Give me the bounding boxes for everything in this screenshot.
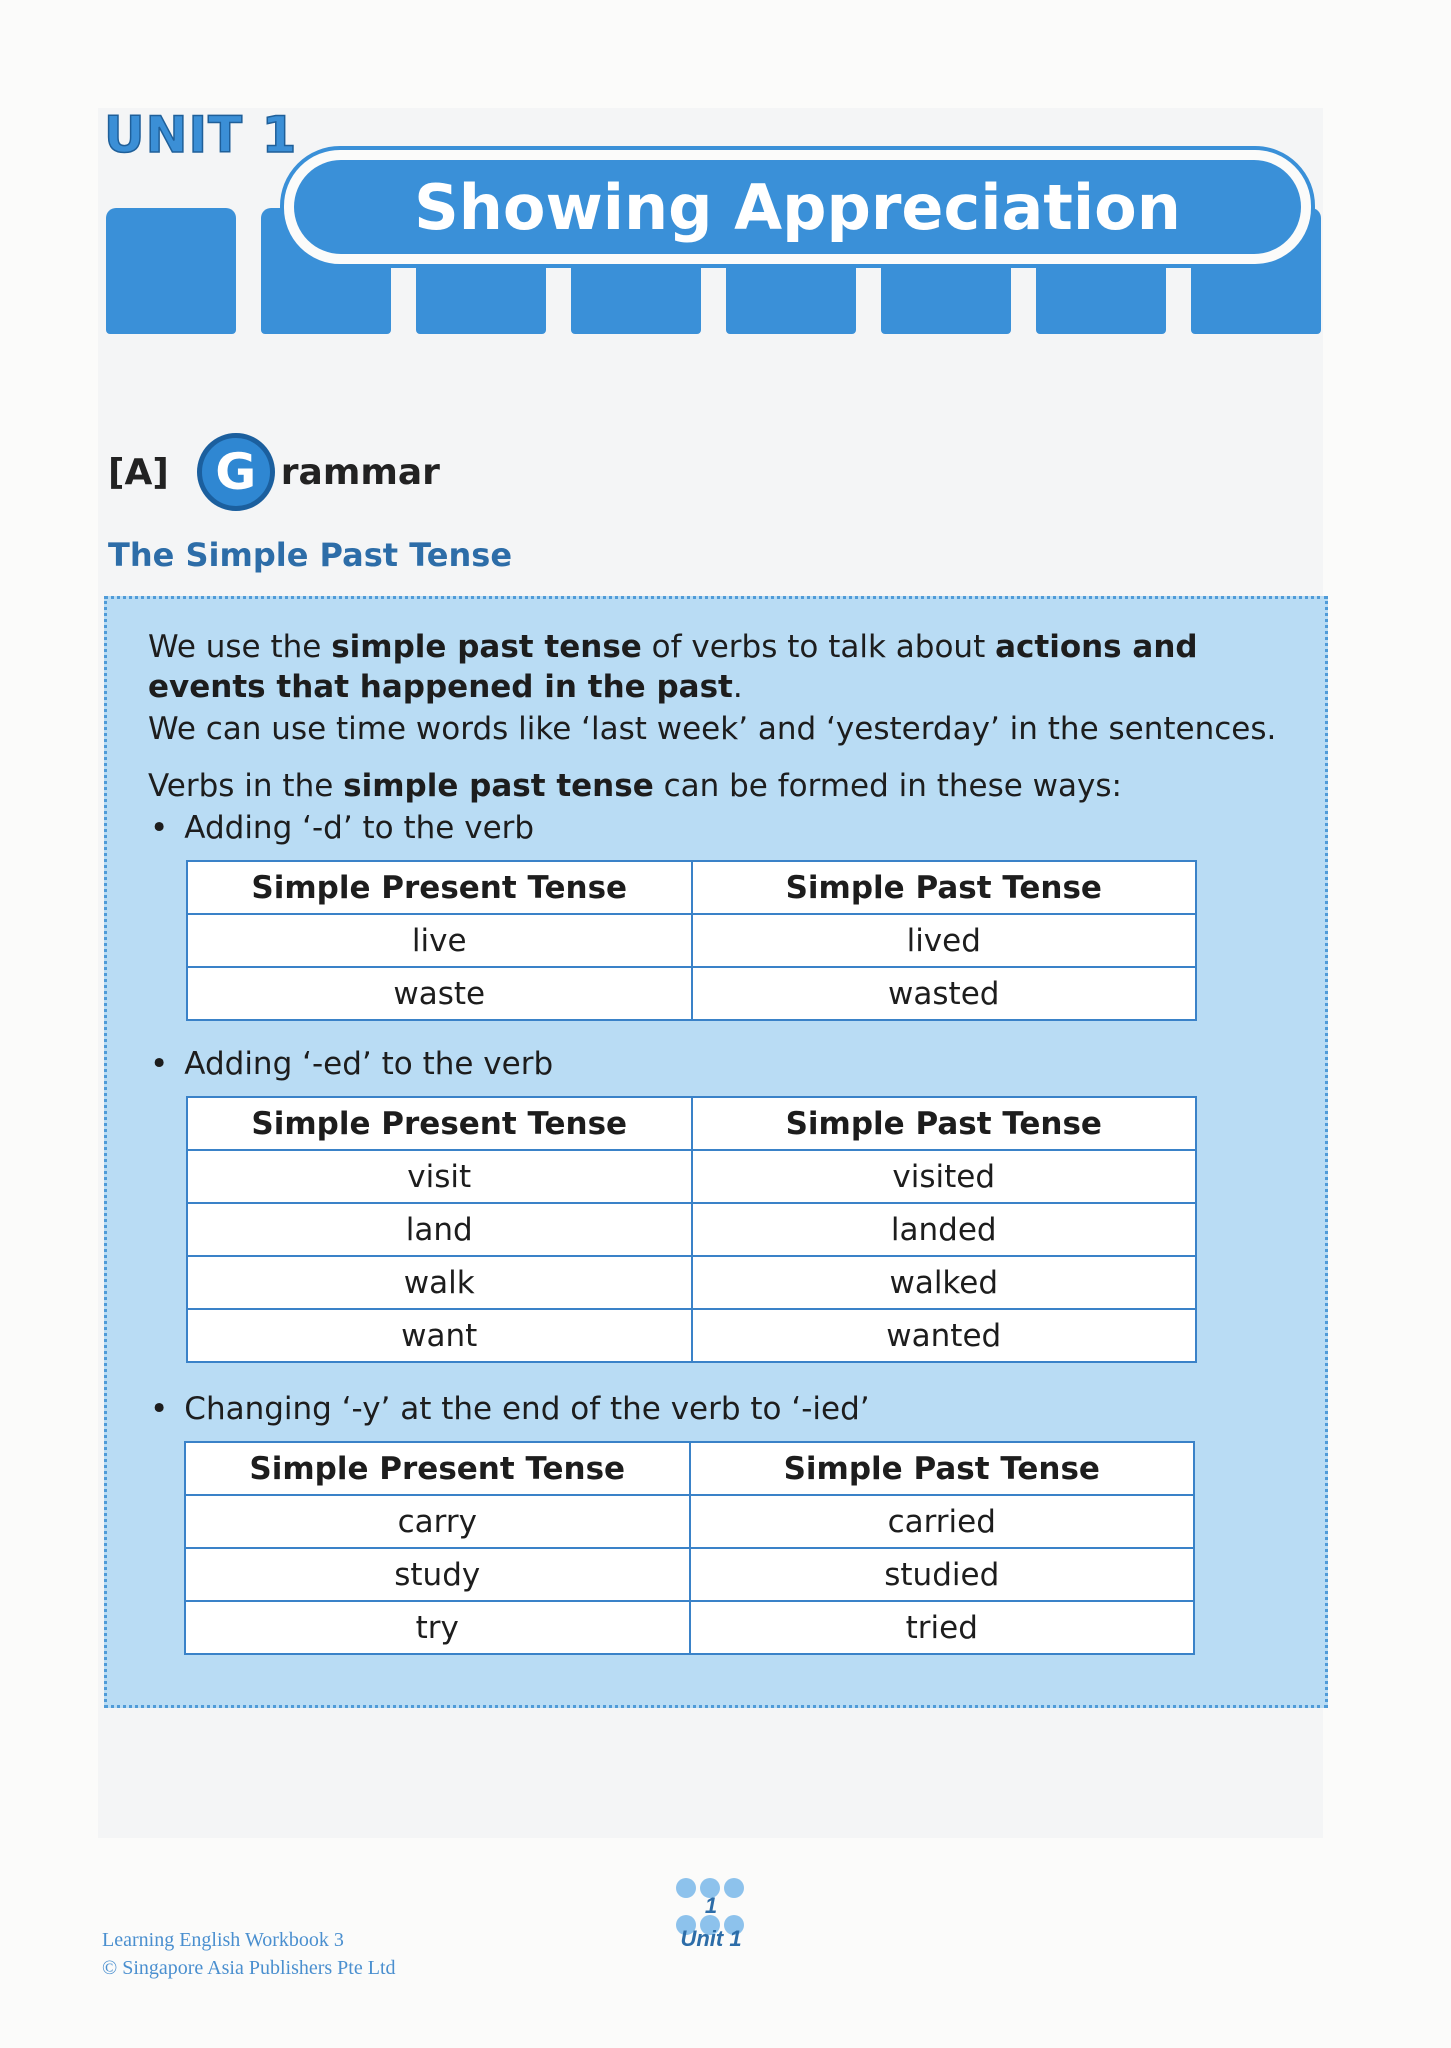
intro-emphasis: actions and events that happened in the past (148, 629, 1198, 705)
intro-text: of verbs to talk about (641, 629, 996, 665)
intro-paragraph-1 (148, 627, 1298, 707)
column-header: Simple Present Tense (185, 1442, 690, 1495)
column-header: Simple Present Tense (187, 1097, 692, 1150)
unit-label: UNIT 1 (104, 106, 298, 164)
topic-subheading: The Simple Past Tense (108, 536, 513, 574)
past-tense-cell: wasted (692, 967, 1197, 1020)
intro-paragraph-3 (148, 766, 1298, 806)
past-tense-cell: carried (690, 1495, 1195, 1548)
table-row (185, 1495, 1194, 1548)
column-header: Simple Present Tense (187, 861, 692, 914)
column-header: Simple Past Tense (690, 1442, 1195, 1495)
table-row (187, 967, 1196, 1020)
column-header: Simple Past Tense (692, 1097, 1197, 1150)
past-tense-cell: landed (692, 1203, 1197, 1256)
intro-text: can be formed in these ways: (653, 768, 1122, 804)
intro-paragraph-2: We can use time words like ‘last week’ and ‘yesterday’ in the sentences. (148, 711, 1277, 747)
table-row (185, 1548, 1194, 1601)
present-tense-cell: visit (187, 1150, 692, 1203)
table-header-row (185, 1442, 1194, 1495)
bullet-change-y: • Changing ‘-y’ at the end of the verb to ‘-ied’ (150, 1391, 870, 1427)
section-letter: [A] (108, 451, 169, 493)
verb-table-add-ed (186, 1096, 1197, 1363)
past-tense-cell: tried (690, 1601, 1195, 1654)
past-tense-cell: walked (692, 1256, 1197, 1309)
section-heading (108, 430, 440, 514)
past-tense-cell: studied (690, 1548, 1195, 1601)
present-tense-cell: try (185, 1601, 690, 1654)
past-tense-cell: wanted (692, 1309, 1197, 1362)
column-header: Simple Past Tense (692, 861, 1197, 914)
page-unit-label: Unit 1 (680, 1926, 742, 1951)
verb-table-add-d (186, 860, 1197, 1021)
past-tense-cell: lived (692, 914, 1197, 967)
past-tense-cell: visited (692, 1150, 1197, 1203)
table-row (187, 1150, 1196, 1203)
table-header-row (187, 1097, 1196, 1150)
grammar-badge-icon: G (197, 433, 275, 511)
verb-table-change-y (184, 1441, 1195, 1655)
table-header-row (187, 861, 1196, 914)
footer-credits (102, 1926, 396, 1982)
banner-block (106, 208, 236, 334)
page-title: Showing Appreciation (414, 170, 1181, 244)
present-tense-cell: study (185, 1548, 690, 1601)
intro-emphasis: simple past tense (331, 629, 642, 665)
section-word: rammar (280, 451, 440, 493)
present-tense-cell: walk (187, 1256, 692, 1309)
table-row (187, 914, 1196, 967)
present-tense-cell: land (187, 1203, 692, 1256)
table-row (187, 1309, 1196, 1362)
copyright: © Singapore Asia Publishers Pte Ltd (102, 1957, 396, 1979)
present-tense-cell: live (187, 914, 692, 967)
table-row (187, 1203, 1196, 1256)
present-tense-cell: want (187, 1309, 692, 1362)
title-banner (280, 146, 1315, 268)
intro-text: Verbs in the (148, 768, 344, 804)
bullet-add-ed: • Adding ‘-ed’ to the verb (150, 1046, 553, 1082)
bullet-add-d: • Adding ‘-d’ to the verb (150, 810, 534, 846)
present-tense-cell: carry (185, 1495, 690, 1548)
book-title: Learning English Workbook 3 (102, 1929, 344, 1951)
present-tense-cell: waste (187, 967, 692, 1020)
intro-emphasis: simple past tense (343, 768, 654, 804)
intro-text: We use the (148, 629, 332, 665)
table-row (187, 1256, 1196, 1309)
intro-text: . (732, 669, 743, 705)
title-banner-fill (294, 160, 1301, 254)
table-row (185, 1601, 1194, 1654)
page-number: 1 (704, 1893, 718, 1918)
